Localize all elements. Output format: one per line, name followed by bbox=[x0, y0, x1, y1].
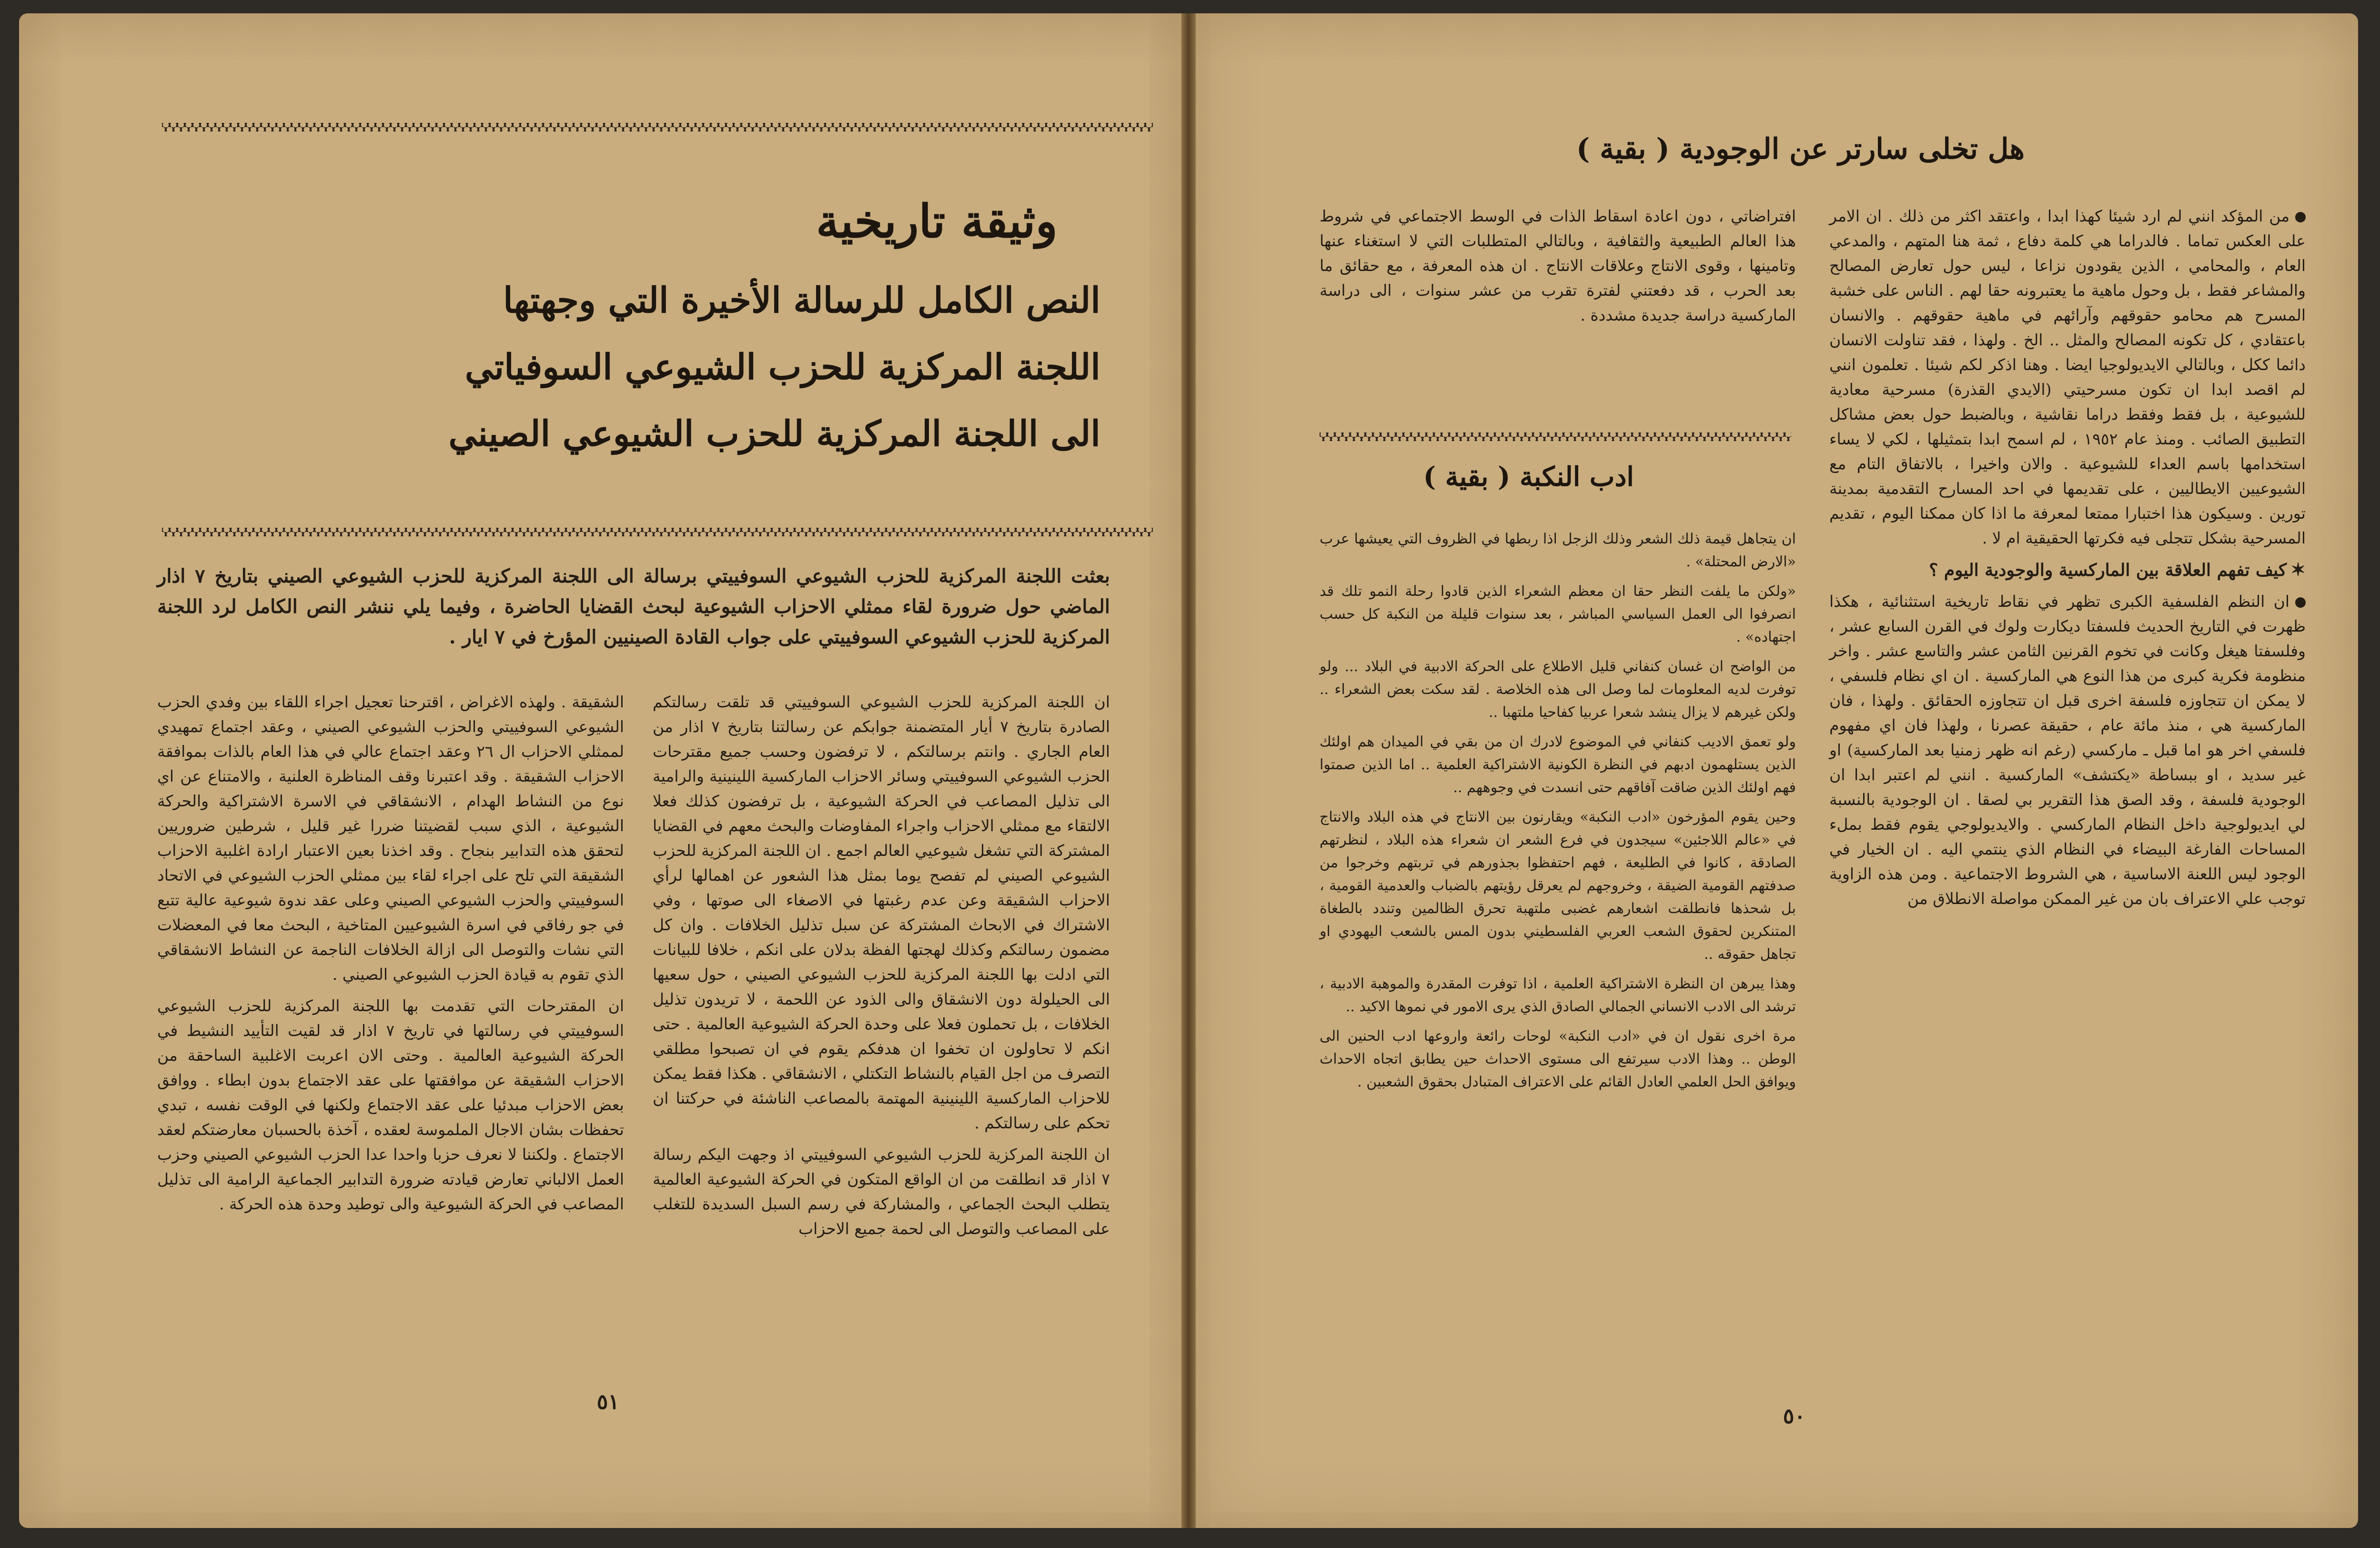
left-page bbox=[19, 13, 1181, 1528]
paragraph: ولو تعمق الاديب كنفاني في الموضوع لادرك ان من بقي في الميدان هم اولئك الذين يستلهمون ادبهم في النظرة الكونية الاشتراكية العلمية .. اما الذين صمتوا فهم اولئك الذين ضاقت آفاقهم حتى انسدت في وجوههم .. bbox=[1320, 734, 1796, 796]
book-gutter bbox=[1181, 13, 1196, 1528]
sartre-column-left: افتراضاتي ، دون اعادة اسقاط الذات في الوسط الاجتماعي في شروط هذا العالم الطبيعية والثقافية ، وبالتالي المتطلبات التي لا استغناء عنها وتامينها ، وقوى الانتاج وعلاقات الانتاج . ان هذه المعرفة ، مع حقائق ما بعد الحرب ، قد دفعتني لفترة تقرب من عشر سنوات ، الى دراسة الماركسية دراسة جديدة مشددة . bbox=[1320, 207, 1796, 324]
paragraph: ان النظم الفلسفية الكبرى تظهر في نقاط تاريخية استثنائية ، هكذا ظهرت في التاريخ الحديث فلسفتا ديكارت ولوك في القرن السابع عشر ، وفلسفتا هيغل وكانت في تخوم القرنين الثامن عشر والتاسع عشر . واخر منظومة فكرية كبرى من هذا النوع هي الماركسية . ان اي نظام فلسفي ، لا يمكن ان تتجاوزه فلسفة اخرى قبل ان تتجاوزه الحقائق . ولهذا ، فان الماركسية هي ، منذ مائة عام ، حقيقة عصرنا ، ولهذا فان اي مفهوم فلسفي اخر هو اما قبل ـ ماركسي (رغم انه ظهر زمنيا بعد الماركسية) او غير سديد ، او ببساطة «يكتشف» الماركسية . انني لم اعتبر ابدا ان الوجودية فلسفة ، وقد الصق هذا التقرير بي لصقا . ان الوجودية بالنسبة لي ايديولوجية داخل النظام الماركسي . والايديولوجي يقوم فقط بملء المساحات الفارغة البيضاء في النظام الذي ينتمي اليه . ان الخيار في الوجود ليس اللعنة الاساسية ، هي الشروط الاجتماعية . ومن هذه الزاوية توجب علي الاعتراف بان من غير الممكن مواصلة الانطلاق من bbox=[1829, 592, 2306, 908]
subtitle-line-1: النص الكامل للرسالة الأخيرة التي وجهتها bbox=[503, 280, 1100, 321]
paragraph: وهذا يبرهن ان النظرة الاشتراكية العلمية ، اذا توفرت المقدرة والموهبة الادبية ، ترشد الى الادب الانساني الجمالي الصادق الذي يرى الامور في نموها الاكيد .. bbox=[1320, 975, 1796, 1015]
mid-ornament-divider bbox=[162, 528, 1153, 536]
bullet-icon bbox=[2295, 212, 2306, 222]
page-number-50: ٥٠ bbox=[1783, 1404, 1805, 1428]
paragraph: من الواضح ان غسان كنفاني قليل الاطلاع على الحركة الادبية في البلاد ... ولو توفرت لديه المعلومات لما وصل الى هذه الخلاصة . لقد سكت بعض الشعراء .. ولكن غيرهم لا يزال ينشد شعرا عربيا كفاحيا ملتهبا .. bbox=[1320, 658, 1796, 721]
paragraph: ان اللجنة المركزية للحزب الشيوعي السوفييتي اذ وجهت اليكم رسالة ٧ اذار قد انطلقت من ان الواقع المتكون في الحركة الشيوعية العالمية يتطلب البحث الجماعي ، والمشاركة في رسم السبل السديدة للتغلب على المصاعب والتوصل الى لحمة جميع الاحزاب bbox=[653, 1145, 1110, 1238]
left-page-column-right bbox=[653, 690, 1110, 1248]
sartre-column-right bbox=[1829, 204, 2306, 918]
intro-paragraph: بعثت اللجنة المركزية للحزب الشيوعي السوفييتي برسالة الى اللجنة المركزية للحزب الشيوعي الصيني بتاريخ ٧ اذار الماضي حول ضرورة لقاء ممثلي الاحزاب الشيوعية لبحث القضايا الحاضرة ، وفيما يلي ننشر النص الكامل لرد اللجنة المركزية للحزب الشيوعي السوفييتي على جواب القادة الصينيين المؤرخ في ٧ ايار . bbox=[157, 565, 1110, 648]
paragraph: من المؤكد انني لم ارد شيئا كهذا ابدا ، واعتقد اكثر من ذلك . ان الامر على العكس تماما . فالدراما هي كلمة دفاع ، ثمة هنا المتهم ، والمدعي العام ، والمحامي ، الذين يقودون نزاعا ، ليس حول تعارض المصالح والمشاعر فقط ، بل وحول ماهية ما يعتبرونه حقا لهم . الناس على خشبة المسرح هم محامو حقوقهم وآرائهم في ماهية حقوقهم . والانسان باعتقادي ، كل تكونه المصالح والمثل .. الخ . ولهذا ، فقد تناولت الانسان دائما ككل ، وبالتالي الايديولوجيا ايضا . وهنا اذكر لكم شيئا . تعلمون انني لم اقصد ابدا ان تكون مسرحيتي (الايدي القذرة) مسرحية معادية للشيوعية ، بل فقط وفقط دراما نقاشية ، وبالضبط حول بعض مشاكل التطبيق الصائب . ومنذ عام ١٩٥٢ ، لم اسمح ابدا بتمثيلها ، لكي لا يساء استخدامها باسم العداء للشيوعية . والان واخيرا ، بالاتفاق التام مع الشيوعيين الايطاليين ، على تقديمها في احد المسارح التقدمية بمدينة تورين . وسيكون هذا اختبارا ممتعا لمعرفة ما اذا كان ممكنا اليوم ، تقديم المسرحية بشكل تتجلى فيه فكرتها الحقيقية ام لا . bbox=[1829, 207, 2306, 547]
star-icon: ✶ bbox=[2290, 559, 2306, 580]
section-ornament-divider bbox=[1320, 432, 1791, 441]
paragraph: ان اللجنة المركزية للحزب الشيوعي السوفييتي قد تلقت رسالتكم الصادرة بتاريخ ٧ أيار المتضمنة جوابكم عن رسالتنا بتاريخ ٧ اذار من العام الجاري . وانتم برسالتكم ، لا ترفضون وحسب جميع مقترحات الحزب الشيوعي السوفييتي وسائر الاحزاب الماركسية اللينينية والرامية الى تذليل المصاعب في الحركة الشيوعية ، بل ترفضون كذلك فعلا الالتقاء مع ممثلي الاحزاب واجراء المفاوضات والبحث معهم في القضايا المشتركة التي تشغل شيوعيي العالم اجمع . ان اللجنة المركزية للحزب الشيوعي الصيني لم تفصح يوما بمثل هذا الشعور عن اهمالها لرأي الاحزاب الشقيقة وعن عدم رغبتها في الاصغاء الى صوتها ، وفي الاشتراك في الابحاث المشتركة عن سبل تذليل الخلافات . وان كل مضمون رسالتكم وكذلك لهجتها الفظة بدلان على انكم ، خلافا للبيانات التي ادلت بها اللجنة المركزية للحزب الشيوعي الصيني ، حول سعيها الى الحيلولة دون الانشقاق والى الذود عن اللحمة ، لا تريدون تذليل الخلافات ، بل تحملون فعلا على وحدة الحركة الشيوعية العالمية . حتى انكم لا تحاولون ان تخفوا ان هدفكم يقوم في ان تصبحوا مطلقي التصرف من اجل القيام بالنشاط التكتلي ، الانشقاقي . هكذا فقط يمكن للاحزاب الماركسية اللينينية المهتمة بالمصاعب الناشئة في حركتنا ان تحكم على رسالتكم . bbox=[653, 693, 1110, 1132]
paragraph: الشقيقة . ولهذه الاغراض ، اقترحنا تعجيل اجراء اللقاء بين وفدي الحزب الشيوعي السوفييتي والحزب الشيوعي الصيني ، وعقد اجتماع تمهيدي لممثلي الاحزاب ال ٢٦ وعقد اجتماع عالي في هذا العام بالذات بموافقة الاحزاب الشقيقة . وقد اعتبرنا وقف المناظرة العلنية ، والامتناع عن اي نوع من النشاط الهدام ، الانشقاقي في الاسرة الاشتراكية والحركة الشيوعية ، الذي سبب لقضيتنا ضررا غير قليل ، شرطين ضروريين لتحقق هذه التدابير بنجاح . وقد اخذنا بعين الاعتبار ارادة اغلبية الاحزاب الشقيقة التي تلح على اجراء لقاء بين ممثلي الحزب الشيوعي في الاتحاد السوفييتي والحزب الشيوعي الصيني وعلى عقد ندوة شيوعية عالية تتبع في جو رفاقي في اسرة الشيوعيين المتاخية ، البحث معا في المعضلات التي نشات والتوصل الى ازالة الخلافات الناجمة عن النشاط الانشقاقي الذي تقوم به قيادة الحزب الشيوعي الصيني . bbox=[157, 693, 625, 984]
right-page bbox=[1196, 13, 2358, 1528]
top-ornament-divider bbox=[162, 123, 1153, 131]
interview-question: ✶كيف تفهم العلاقة بين الماركسية والوجودية اليوم ؟ bbox=[1929, 559, 2306, 580]
bullet-icon bbox=[2295, 597, 2306, 608]
paragraph: ان يتجاهل قيمة ذلك الشعر وذلك الزجل اذا ربطها في الظروف التي يعيشها عرب «الارض المحتلة» . bbox=[1320, 531, 1796, 570]
subtitle-line-2: اللجنة المركزية للحزب الشيوعي السوفياتي bbox=[464, 347, 1100, 388]
page-number-51: ٥١ bbox=[596, 1390, 619, 1414]
paragraph: مرة اخرى نقول ان في «ادب النكبة» لوحات رائعة واروعها ادب الحنين الى الوطن .. وهذا الادب سيرتفع الى مستوى الاحداث حين يطابق اتجاه الاحداث ويوافق الحل العلمي العادل القائم على الاعتراف المتبادل بحقوق الشعبين . bbox=[1320, 1028, 1796, 1090]
paragraph: وحين يقوم المؤرخون «ادب النكبة» ويقارنون بين الانتاج في هذه البلاد والانتاج في «عالم اللاجئين» سيجدون في فرع الشعر ان شعراء هذه البلاد ، لنظرتهم الصادقة ، كانوا في الطليعة ، فهم احتفظوا بجذورهم في تربتهم وخرجوا من صدفتهم القومية الضيقة ، وخروجهم لم يعرقل رؤيتهم بالضباب والعدمية القومية ، بل شحذها فانطلقت اشعارهم غضبى ملتهبة تحرق الظالمين وتندد بالطغاة المتنكرين لحقوق الشعب العربي الفلسطيني بدون المس بالشعب اليهودي او تجاهل حقوقه .. bbox=[1320, 809, 1796, 963]
nakba-column bbox=[1320, 528, 1796, 1100]
article-heading-nakba: ادب النكبة ( بقية ) bbox=[1423, 461, 1634, 493]
document-title: وثيقة تاريخية bbox=[816, 194, 1058, 248]
paragraph: «ولكن ما يلفت النظر حقا ان معظم الشعراء الذين قادوا رحلة النمو تلك قد انصرفوا الى العمل السياسي المباشر ، بعد سنوات قليلة من النكبة كل حسب اجتهاده» . bbox=[1320, 583, 1796, 645]
left-page-column-left bbox=[157, 690, 624, 1223]
subtitle-line-3: الى اللجنة المركزية للحزب الشيوعي الصيني bbox=[448, 413, 1100, 454]
article-heading-sartre: هل تخلى سارتر عن الوجودية ( بقية ) bbox=[1576, 132, 2025, 166]
paragraph: ان المقترحات التي تقدمت بها اللجنة المركزية للحزب الشيوعي السوفييتي في رسالتها في تاريخ ٧ اذار قد لقيت التأييد النشيط في الحركة الشيوعية العالمية . وحتى الان اعربت الاغلبية الساحقة من الاحزاب الشقيقة عن موافقتها على عقد الاجتماع بدون ابطاء . ووافق بعض الاحزاب مبدئيا على عقد الاجتماع ولكنها في الوقت نفسه ، تبدي تحفظات بشان الاجال الملموسة لعقده ، آخذة بالحسبان معارضتكم لعقد الاجتماع . ولكننا لا نعرف حزبا واحدا عدا الحزب الشيوعي الصيني وحزب العمل الالباني تعارض قيادته ضرورة التدابير الجماعية الرامية الى تذليل المصاعب في الحركة الشيوعية والى توطيد وحدة هذه الحركة . bbox=[157, 996, 624, 1213]
